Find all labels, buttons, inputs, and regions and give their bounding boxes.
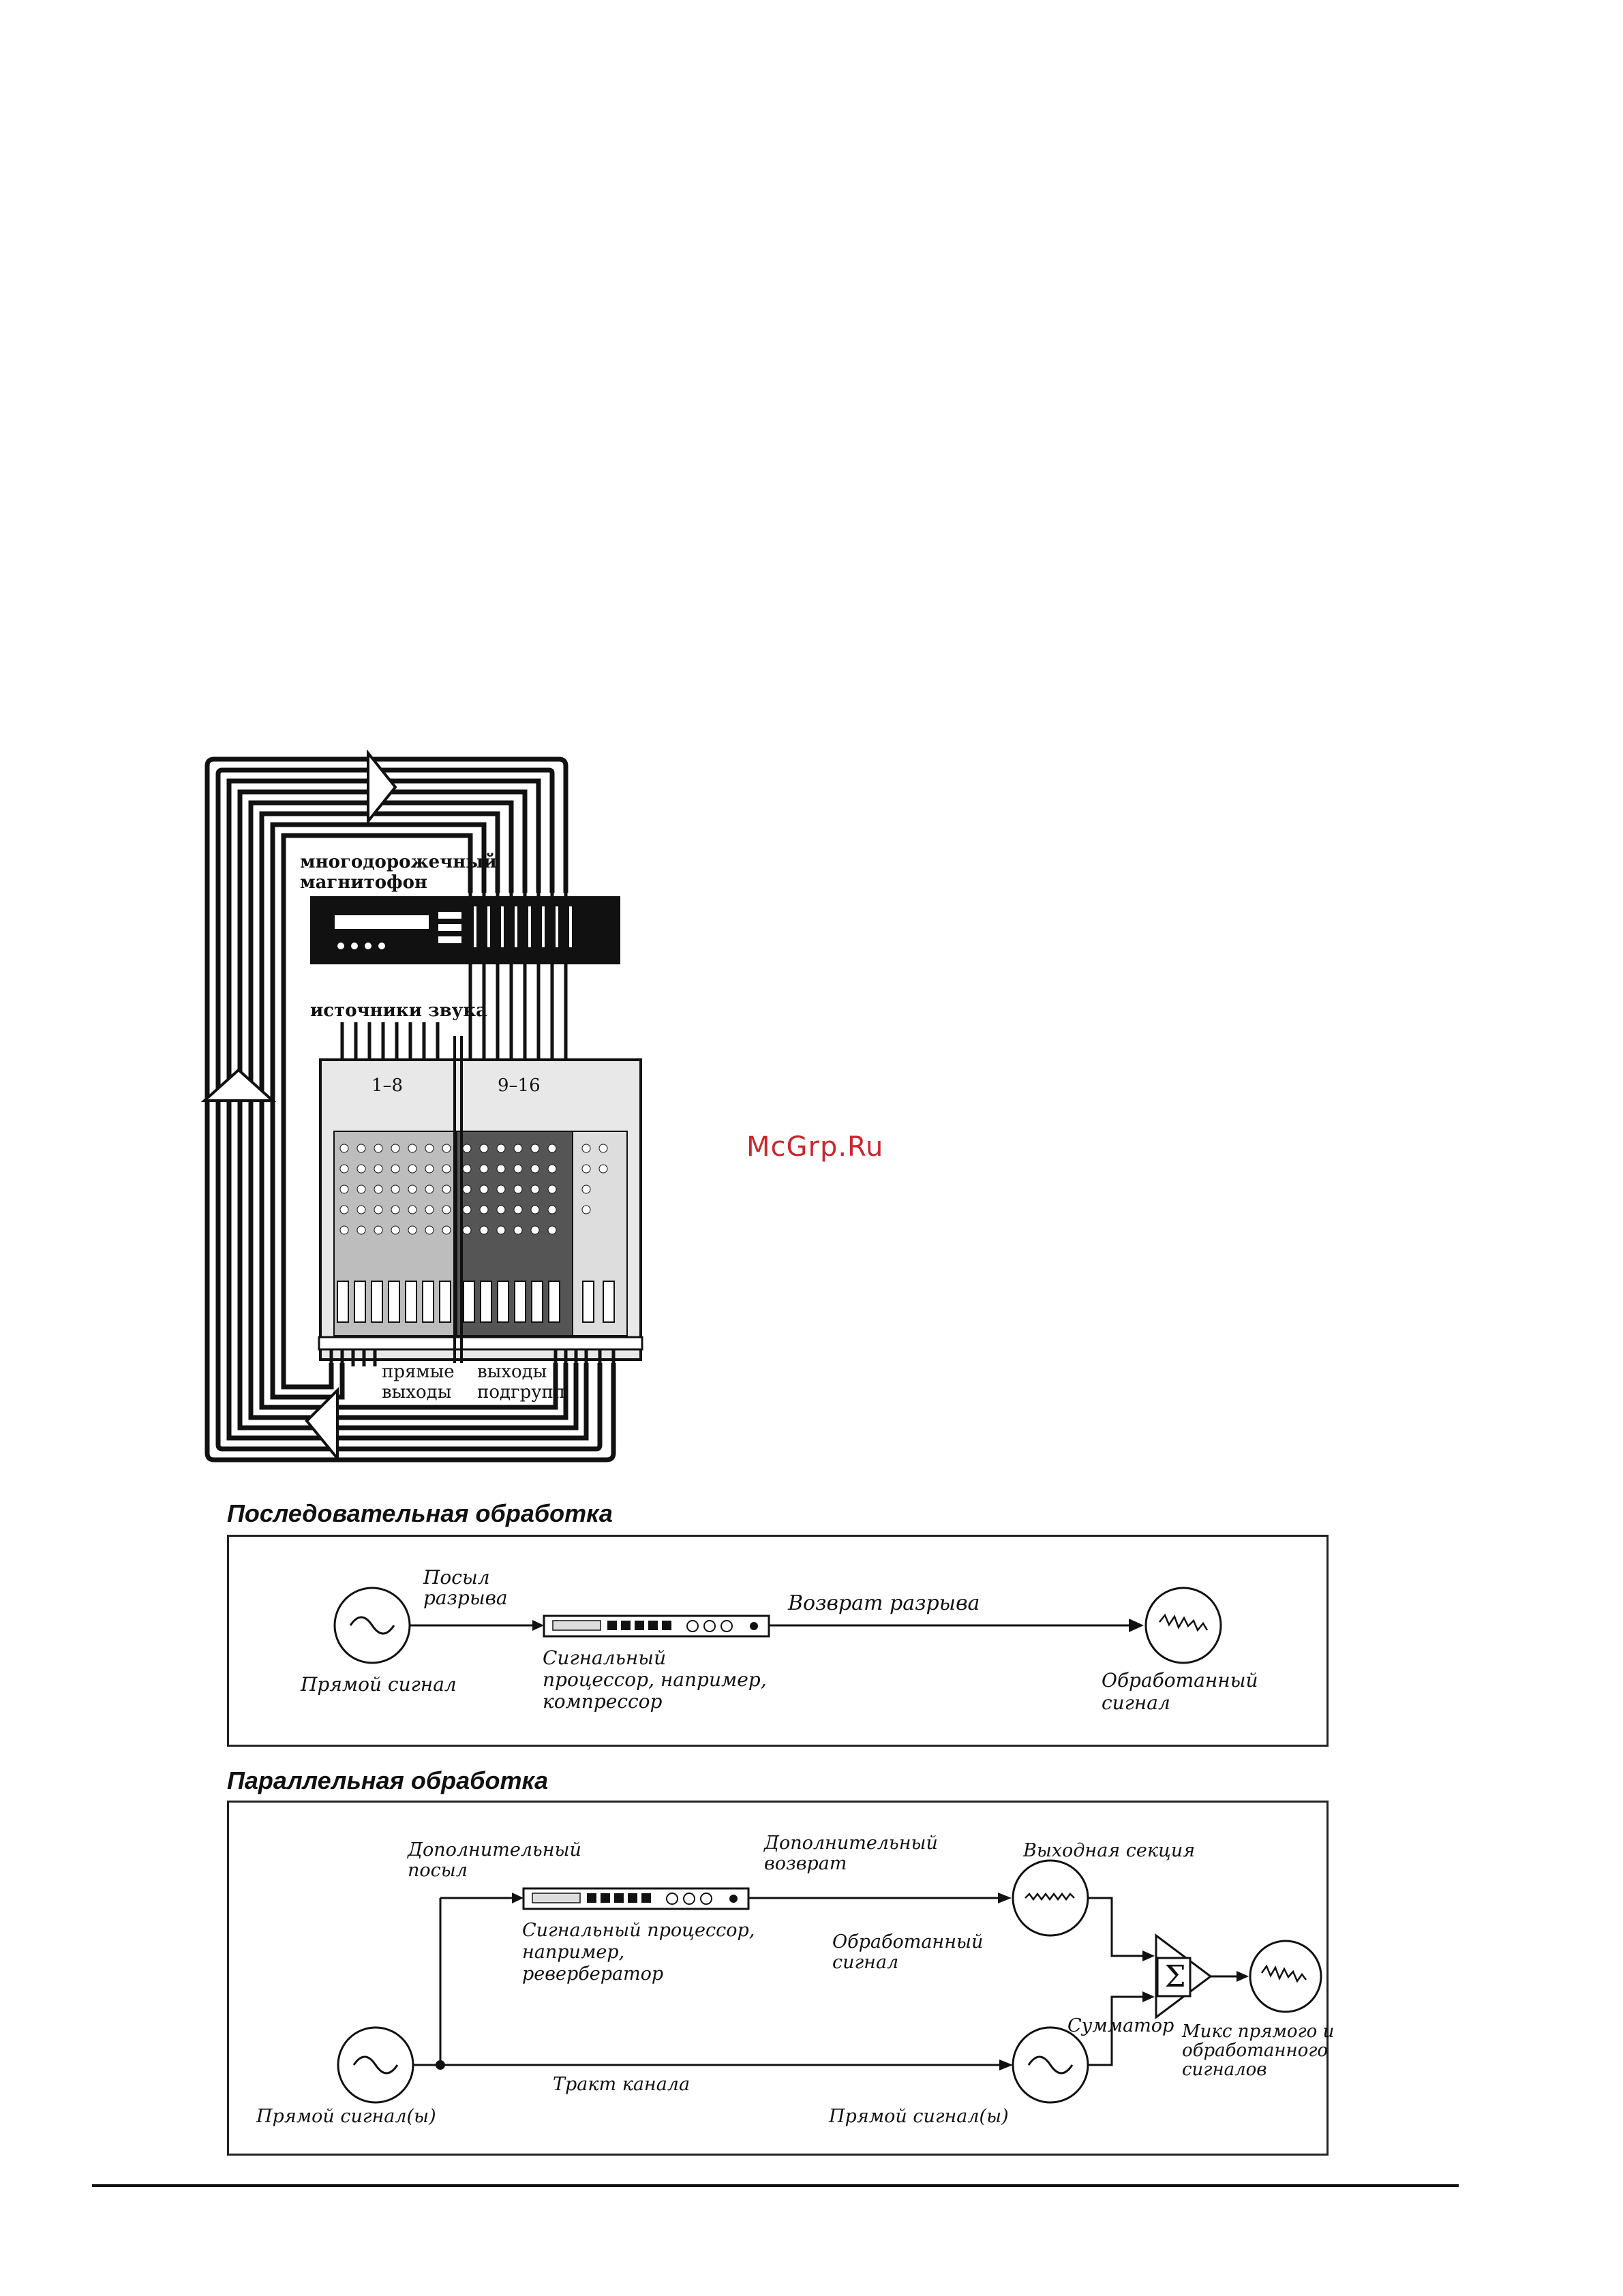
sources-label: источники звука [310, 1000, 487, 1021]
parallel-processor-label: Сигнальный процессор, например, ревербератор [522, 1920, 755, 1985]
output-section-label: Выходная секция [1023, 1840, 1196, 1861]
watermark: McGrp.Ru [746, 1131, 884, 1163]
aux-send-label: Дополнительный посыл [408, 1839, 581, 1881]
group-left-label: 1–8 [371, 1075, 404, 1096]
aux-return-label: Дополнительный возврат [764, 1833, 938, 1874]
serial-processor-label: Сигнальный процессор, например, компрессор [543, 1647, 767, 1713]
channel-path-label: Тракт канала [553, 2074, 691, 2095]
subgroup-outputs-label: выходы подгрупп [477, 1362, 566, 1403]
recorder-label: многодорожечный магнитофон [300, 852, 497, 893]
group-right-label: 9–16 [498, 1075, 541, 1096]
serial-frame [227, 1535, 1329, 1747]
parallel-title: Параллельная обработка [227, 1766, 549, 1794]
serial-send-label: Посыл разрыва [423, 1566, 508, 1609]
parallel-processed-label: Обработанный сигнал [832, 1931, 984, 1973]
serial-direct-label: Прямой сигнал [301, 1673, 457, 1696]
serial-title: Последовательная обработка [227, 1499, 613, 1527]
summer-symbol: Σ [1164, 1959, 1186, 1994]
loop-arrow-top-icon [368, 753, 395, 821]
mix-output-icon [1250, 1941, 1321, 2012]
summer-label: Сумматор [1067, 2015, 1174, 2036]
serial-processed-label: Обработанный сигнал [1102, 1669, 1258, 1714]
parallel-frame [227, 1801, 1335, 2156]
direct-left-label: Прямой сигнал(ы) [256, 2106, 436, 2127]
serial-return-label: Возврат разрыва [788, 1591, 980, 1615]
processed-signal-icon [1146, 1588, 1221, 1663]
direct-right-label: Прямой сигнал(ы) [829, 2106, 1009, 2127]
direct-outputs-label: прямые выходы [382, 1362, 455, 1403]
page-bottom-rule [92, 2184, 1459, 2187]
studio-routing-diagram [198, 750, 675, 1472]
mix-label: Микс прямого и обработанного сигналов [1182, 2021, 1335, 2080]
